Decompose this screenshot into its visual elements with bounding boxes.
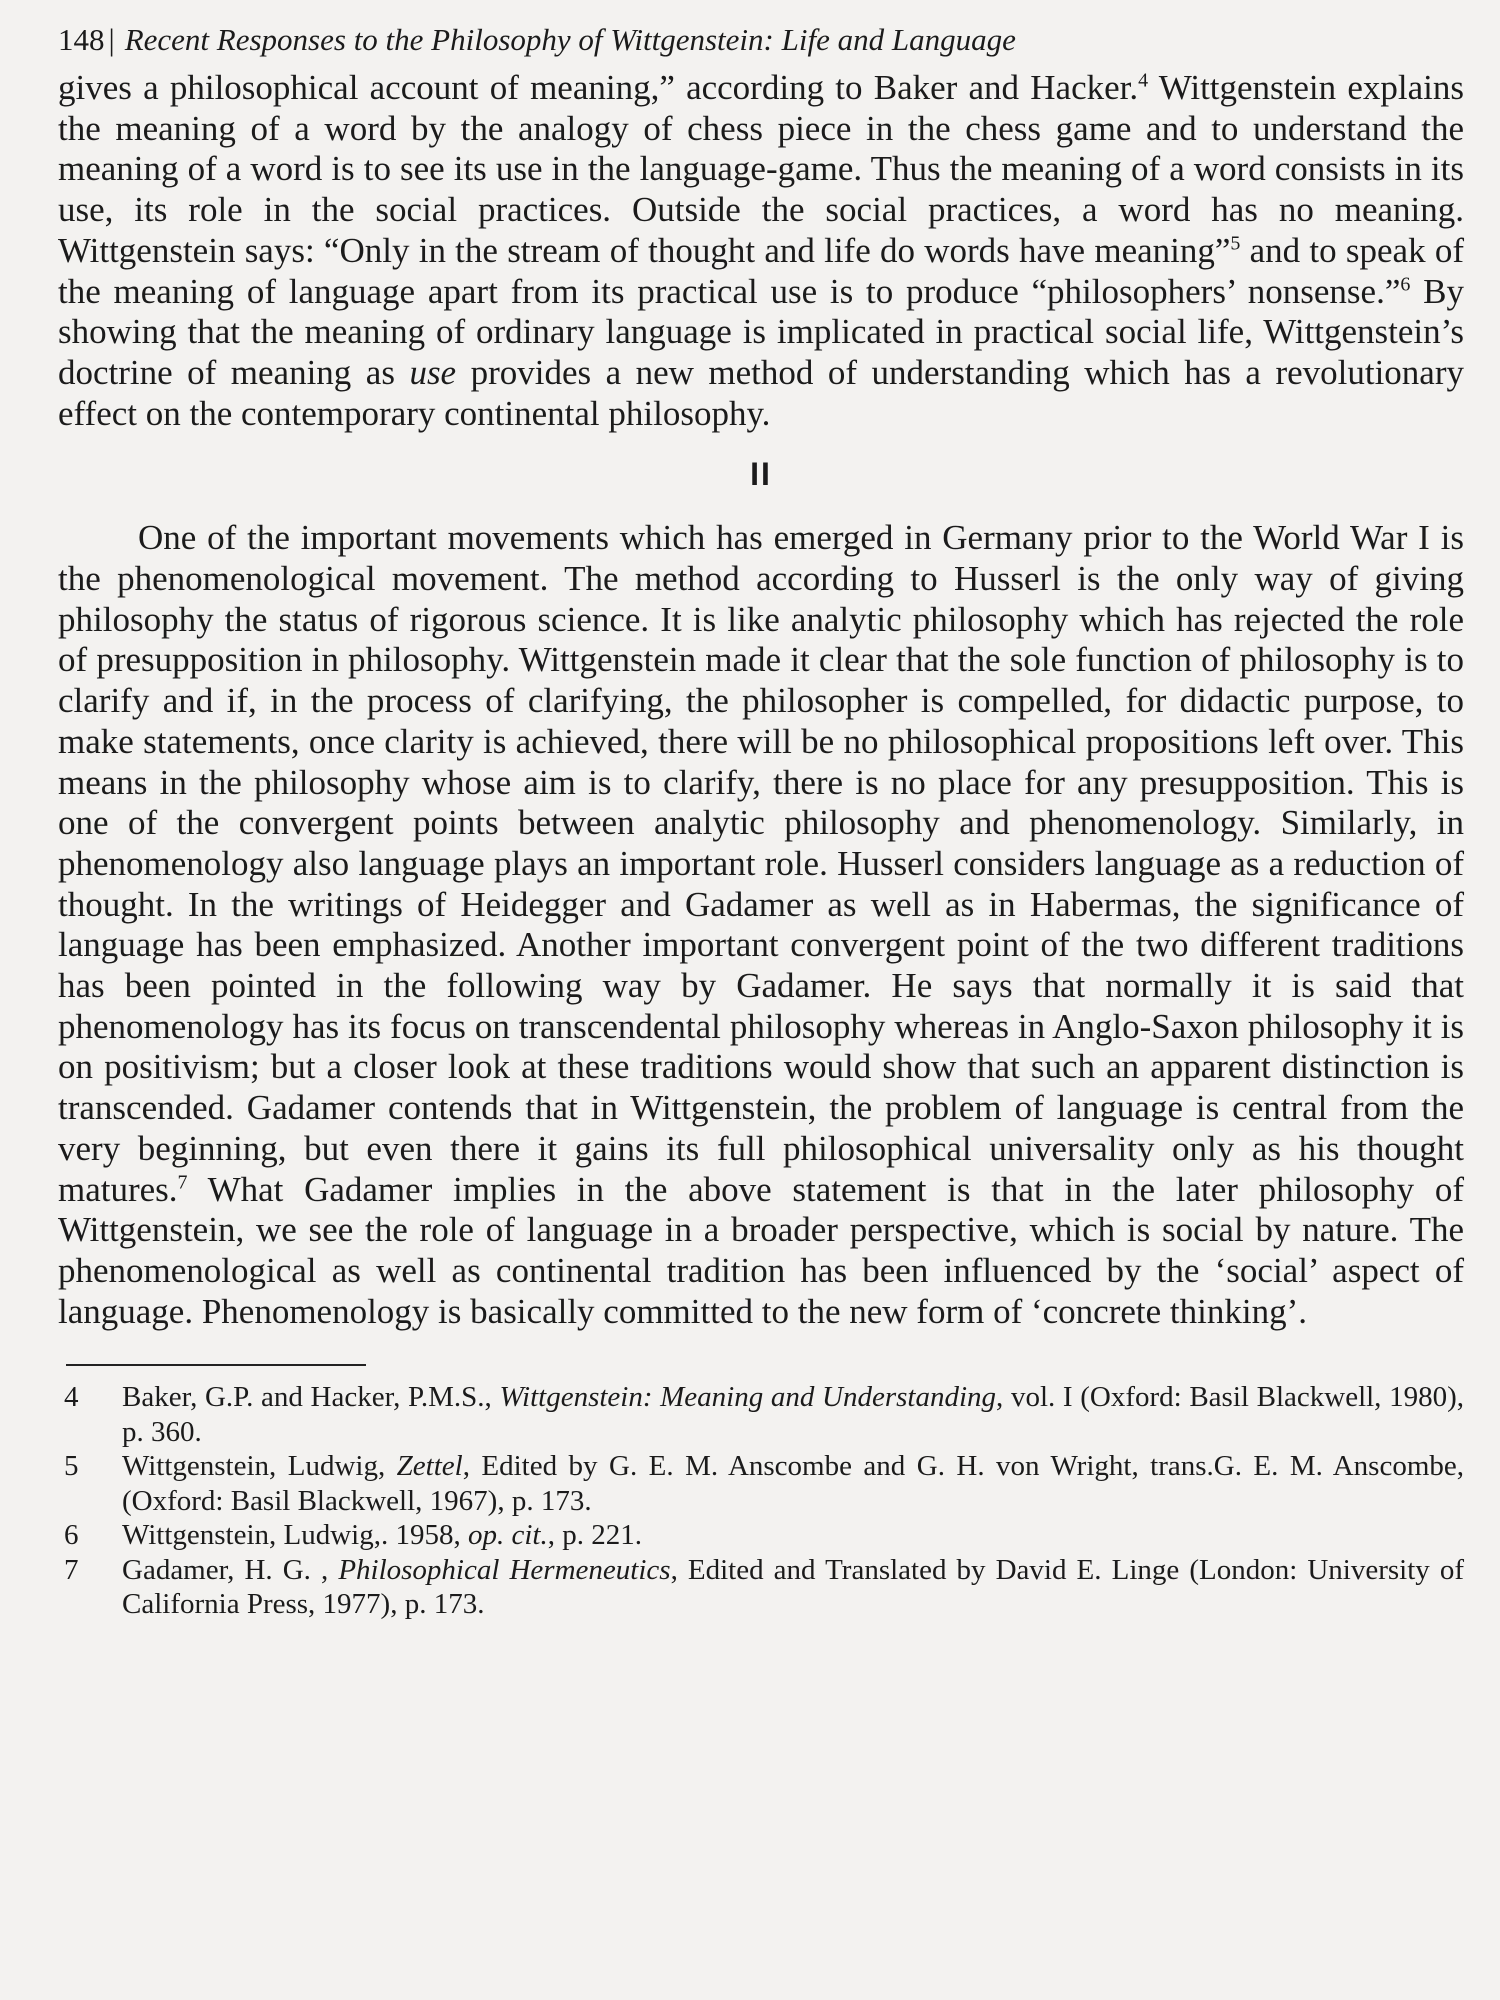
running-header: [58, 20, 1464, 68]
section-heading: II: [750, 456, 772, 493]
footnote-text-part: , Edited by G. E. M. Anscombe and G. H. von Wright, trans.G. E. M. Anscombe, (Oxford: Basil Blackwell, 1967), p. 173.: [122, 1450, 1465, 1517]
paragraph-1-text: By showing that the meaning of ordinary language is implicated in practical social life, Wittgenstein’s doctrine of meaning as: [58, 271, 1464, 392]
footnote-number: 6: [64, 1519, 79, 1552]
footnote-number: 7: [64, 1553, 79, 1586]
footnote-separator-rule: [66, 1364, 366, 1366]
footnote-number: 5: [64, 1450, 79, 1483]
footnote-text: [122, 1553, 1464, 1622]
paragraph-1-text: provides a new method of understanding which has a revolutionary effect on the contemporary continental philosophy.: [58, 352, 1464, 433]
paragraph-1: [58, 68, 1464, 434]
footnote-title: Philosophical Hermeneutics: [338, 1553, 671, 1586]
footnote-text: [122, 1380, 1464, 1449]
footnote: [58, 1380, 1464, 1449]
footnote-text: [122, 1518, 1464, 1553]
footnote-text: [122, 1449, 1464, 1518]
footnote-title: Zettel: [396, 1450, 463, 1483]
body-text: [58, 68, 1464, 1332]
paragraph-2: [58, 518, 1464, 1332]
footnote-text-part: Wittgenstein, Ludwig,. 1958,: [122, 1519, 468, 1552]
page-number: 148: [58, 22, 105, 57]
footnote-text-part: , p. 221.: [547, 1519, 642, 1552]
footnote-text-part: , vol. I (Oxford: Basil Blackwell, 1980), p. 360.: [122, 1381, 1464, 1448]
paragraph-1-text: gives a philosophical account of meaning,” according to Baker and Hacker.: [58, 68, 1139, 107]
footnote: [58, 1518, 1464, 1553]
header-separator: |: [108, 22, 115, 57]
footnote: [58, 1553, 1464, 1622]
footnote-text-part: Baker, G.P. and Hacker, P.M.S.,: [122, 1381, 500, 1414]
paragraph-1-text: Wittgenstein explains the meaning of a word by the analogy of chess piece in the chess game and to understand the meaning of a word is to see its use in the language-game. Thus the meaning of a word consists in its use, its role in the social practices. Outside the social practices, a word has no meaning. Wittgenstein says: “Only in the stream of thought and life do words have meaning”: [58, 68, 1465, 270]
footnote-ref-7: 7: [177, 1170, 188, 1193]
footnote-title: Wittgenstein: Meaning and Understanding: [499, 1381, 997, 1414]
footnote-text-part: Gadamer, H. G. ,: [122, 1553, 339, 1586]
paragraph-2-text: One of the important movements which has emerged in Germany prior to the World War I is the phenomenological movement. The method according to Husserl is the only way of giving philosophy the status of rigorous science. It is like analytic philosophy which has rejected the role of presupposition in philosophy. Wittgenstein made it clear that the sole function of philosophy is to clarify and if, in the process of clarifying, the philosopher is compelled, for didactic purpose, to make statements, once clarity is achieved, there will be no philosophical propositions left over. This means in the philosophy whose aim is to clarify, there is no place for any presupposition. This is one of the convergent points between analytic philosophy and phenomenology. Similarly, in phenomenology also language plays an important role. Husserl considers language as a reduction of thought. In the writings of Heidegger and Gadamer as well as in Habermas, the significance of language has been emphasized. Another important convergent point of the two different traditions has been pointed in the following way by Gadamer. He says that normally it is said that phenomenology has its focus on transcendental philosophy whereas in Anglo-Saxon philosophy it is on positivism; but a closer look at these traditions would show that such an apparent distinction is transcended. Gadamer contends that in Wittgenstein, the problem of language is central from the very beginning, but even there it gains its full philosophical universality only as his thought matures.: [58, 518, 1464, 1209]
book-title: Recent Responses to the Philosophy of Wittgenstein: Life and Language: [124, 22, 1016, 57]
emphasis-use: use: [409, 352, 457, 392]
footnote-ref-5: 5: [1230, 232, 1241, 255]
paragraph-1-text: and to speak of the meaning of language apart from its practical use is to produce “philosophers’ nonsense.”: [58, 230, 1464, 311]
footnote: [58, 1449, 1464, 1518]
footnote-ref-6: 6: [1400, 272, 1411, 295]
footnote-ref-4: 4: [1138, 69, 1149, 92]
footnote-title: op. cit.: [468, 1519, 548, 1552]
paragraph-2-text: What Gadamer implies in the above statement is that in the later philosophy of Wittgenstein, we see the role of language in a broader perspective, which is social by nature. The phenomenological as well as continental tradition has been influenced by the ‘social’ aspect of language. Phenomenology is basically committed to the new form of ‘concrete thinking’.: [58, 1169, 1464, 1331]
footnote-text-part: , Edited and Translated by David E. Linge (London: University of California Press, 1977), p. 173.: [122, 1553, 1464, 1621]
footnote-number: 4: [64, 1381, 79, 1414]
footnotes: [58, 1380, 1464, 1622]
footnote-text-part: Wittgenstein, Ludwig,: [122, 1450, 397, 1483]
